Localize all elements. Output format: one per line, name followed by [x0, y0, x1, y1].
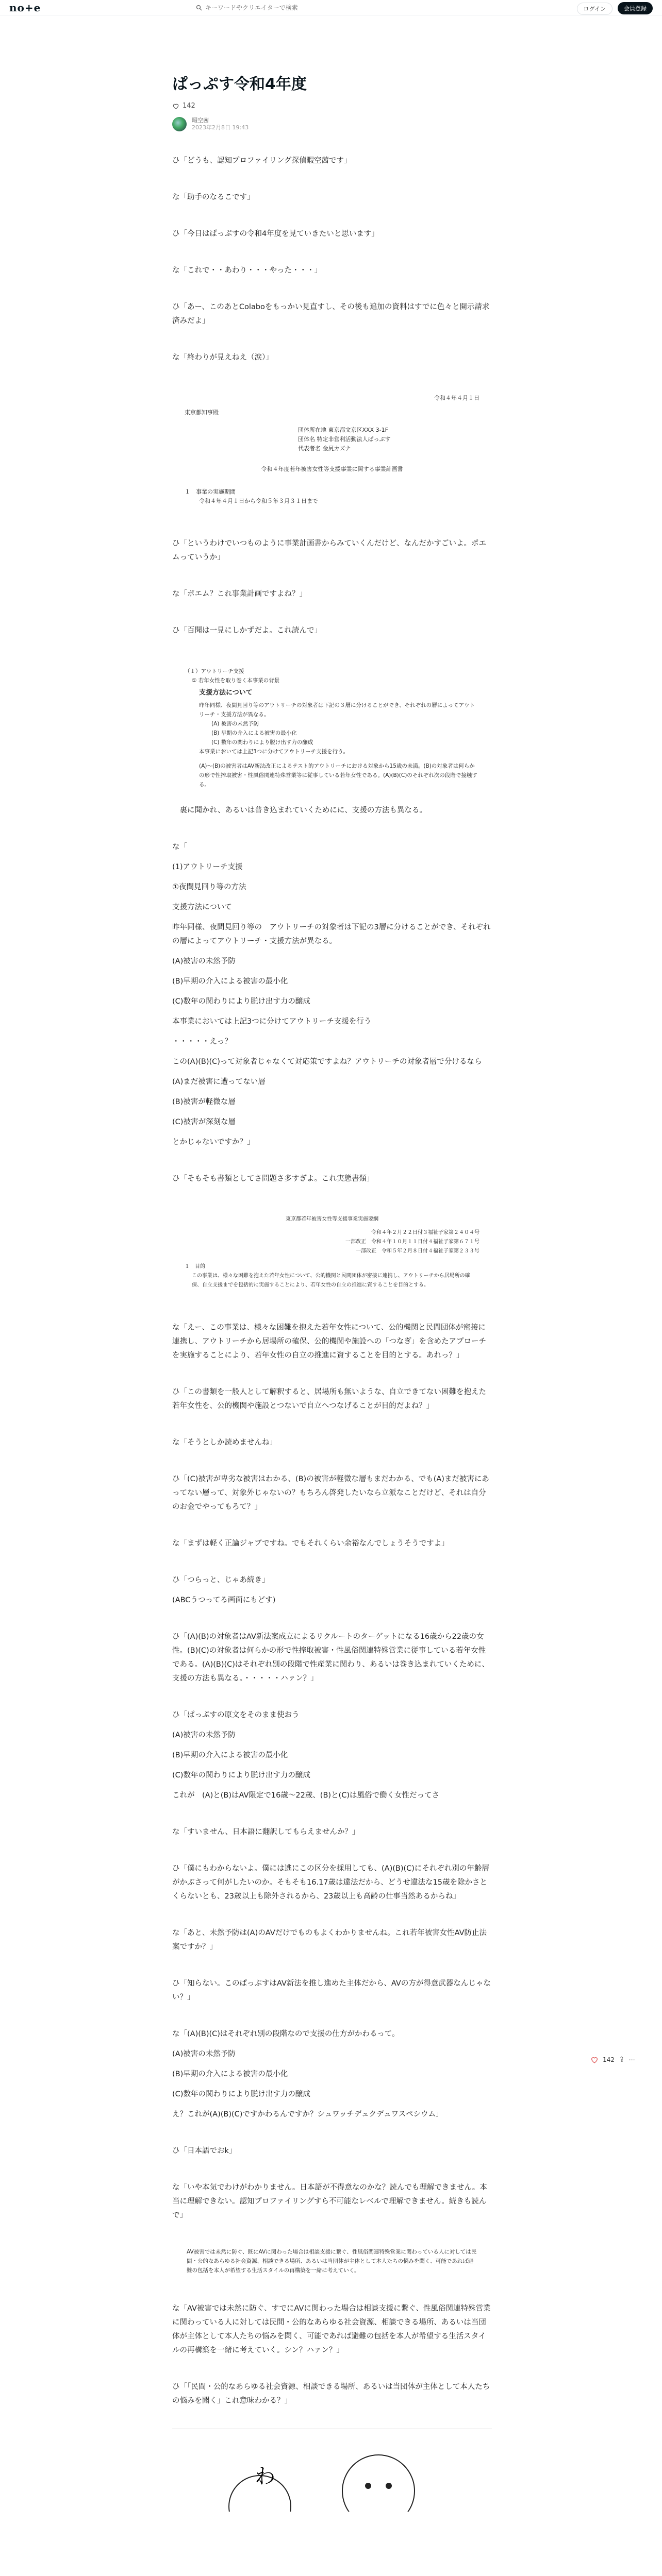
doc-date: 令和４年４月１日 — [434, 395, 479, 401]
article — [172, 31, 492, 2511]
doc-item1-body: 令和４年４月１日から令和５年３月３１日まで — [199, 498, 318, 504]
side-actions — [590, 2056, 636, 2064]
doc3-title: 東京都若年被害女性等支援事業実施要綱 — [286, 1216, 378, 1222]
doc2-head2: ① 若年女性を取り巻く本事業の背景 — [192, 677, 280, 684]
paragraph-group-5 — [172, 2302, 492, 2408]
search-input[interactable] — [205, 4, 453, 11]
search-icon — [196, 5, 202, 11]
doc-org-name: 団体名 特定非営利活動法人ぱっぷす — [298, 436, 391, 443]
paragraph: な「 — [172, 843, 187, 851]
paragraph: (A)被害の未然予防 — [172, 1731, 236, 1739]
paragraph: ひ「(C)被害が卑劣な被害はわかる、(B)の被害が軽微な層もまだわかる、でも(A)まだ被害にあってない層って、対象外じゃないの？もちろん啓発したいなら立派なことだけど、それは自分のお金でやってもろて？」 — [172, 1475, 489, 1511]
paragraph: な「いや本気でわけがわかりません。日本語が不得意なのかな？読んでも理解できません。本当に理解できない。認知プロファイリングすら不可能なレベルで理解できません。続きも読んで」 — [172, 2183, 487, 2219]
doc-rep: 代表者名 金尻カズナ — [298, 445, 351, 452]
paragraph: ひ「日本語でおk」 — [172, 2147, 237, 2155]
doc3-r3: 一部改正 令和５年２月８日付４福祉子家第２３３号 — [356, 1248, 479, 1254]
paragraph: これが (A)と(B)はAV限定で16歳〜22歳、(B)と(C)は風俗で働く女性だってさ — [172, 1791, 440, 1800]
doc2-l3: (B) 早期の介入による被害の最小化 — [211, 730, 297, 736]
heart-icon[interactable] — [590, 2056, 599, 2064]
paragraph: な「(A)(B)(C)はそれぞれ別の段階なので支援の仕方がかわるって。 — [172, 2030, 400, 2038]
author-block[interactable] — [172, 117, 492, 131]
paragraph: (A)まだ被害に遭ってない層 — [172, 1078, 266, 1086]
document-image-quote — [172, 2243, 492, 2279]
doc3-num: １ 目的 — [185, 1264, 205, 1269]
paragraph: な「すいません、日本語に翻訳してもらえませんか？」 — [172, 1828, 360, 1836]
paragraph: ひ「(A)(B)の対象者はAV新法案成立によるリクルートのターゲットになる16歳から22歳の女性。(B)(C)の対象者は何らかの形で性搾取被害・性風俗関連特殊営業に従事している若年女性である。(A)(B)(C)はそれぞれ別の段階で性産業に関わり、あるいは巻き込まれていくために、支援の方法も異なる。・・・・・ハァン？」 — [172, 1633, 489, 1683]
paragraph: (C)数年の関わりにより脱け出す力の醸成 — [172, 2090, 310, 2098]
paragraph: (B)早期の介入による被害の最小化 — [172, 977, 288, 986]
paragraph: な「まずは軽く正論ジャブですね。でもそれくらい余裕なんでしょうそうですよ」 — [172, 1539, 449, 1548]
paragraph: な「そうとしか読めませんね」 — [172, 1438, 277, 1447]
paragraph: ひ「僕にもわからないよ。僕には逃にこの区分を採用しても、(A)(B)(C)にそれぞれ別の年齢層がかぶさって何がしたいのか。そもそも16.17歳は違法だから、どうせ違法な15歳を除かさとくらないとも、23歳以上も除外されるから、23歳以上も高齢の仕事当然あるからね」 — [172, 1865, 489, 1901]
doc3-body: この事業は、様々な困難を抱えた若年女性について、公的機関と民間団体が密接に連携し、アウトリーチから居場所の確保、自立支援までを包括的に実施することにより、若年女性の自立の推進に資することを目的とする。 — [192, 1273, 470, 1288]
paragraph: ひ「つらっと、じゃあ続き」 — [172, 1576, 270, 1584]
paragraph: ひ「ぱっぷすの原文をそのまま使おう — [172, 1711, 300, 1719]
doc3-r1: 令和４年２月２２日付３福祉子家第２４０４号 — [371, 1230, 479, 1235]
paragraph: な「えー、この事業は、様々な困難を抱えた若年女性について、公的機関と民間団体が密接に連携し、アウトリーチから居場所の確保、公的機関や施設への「つなぎ」を含めたアプローチを実施することにより、若年女性の自立の推進に資することを目的とする。あれっ？」 — [172, 1324, 486, 1360]
doc-subject: 令和４年度若年被害女性等支援事業に関する事業計画書 — [261, 466, 403, 472]
doc2-sub: 支援方法について — [199, 689, 253, 697]
login-button[interactable]: ログイン — [577, 3, 613, 15]
paragraph: とかじゃないですか？」 — [172, 1138, 255, 1146]
paragraph: (B)被害が軽微な層 — [172, 1098, 236, 1106]
illust-text: わ — [255, 2465, 275, 2488]
paragraph: な「これで・・あわり・・・やった・・・」 — [172, 266, 322, 275]
avatar[interactable] — [172, 117, 187, 131]
paragraph: ひ「この書類を一般人として解釈すると、居場所も無いような、自立できてない困難を抱えた若年女性を、公的機関や施設とつないで自立へつなげることが目的だよね？」 — [172, 1388, 486, 1410]
document-image-guideline — [172, 1207, 492, 1298]
paragraph: ひ「どうも、認知プロファイリング探偵暇空茜です」 — [172, 157, 352, 165]
paragraph: (C)被害が深刻な層 — [172, 1118, 236, 1126]
paragraph: (B)早期の介入による被害の最小化 — [172, 1751, 288, 1759]
paragraph-group-1 — [172, 154, 492, 365]
doc2-l2: (A) 被害の未然予防 — [211, 721, 259, 727]
paragraph: ひ「「民間・公的なあらゆる社会資源、相談できる場所、あるいは当団体が主体として本人たちの悩みを聞く」これ意味わかる？」 — [172, 2383, 490, 2405]
paragraph: な「終わりが見えねえ（涙）」 — [172, 353, 273, 362]
doc-org: 団体所在地 東京都文京区XXX 3-1F — [298, 427, 388, 433]
illustration — [172, 2429, 492, 2511]
paragraph-group-2 — [172, 537, 492, 638]
author-name[interactable]: 暇空茜 — [192, 117, 209, 124]
more-icon[interactable]: ⋯ — [628, 2056, 636, 2063]
note-logo[interactable]: no+e — [9, 1, 41, 14]
paragraph-group-3 — [172, 804, 492, 1186]
paragraph: (ABCうつってる画面にもどす) — [172, 1596, 276, 1604]
doc2-l5: 本事業においては上記3つに分けてアウトリーチ支援を行う。 — [199, 749, 349, 755]
paragraph: 裏に聞かれ、あるいは普き込まれていくためにに、支援の方法も異なる。 — [172, 806, 427, 815]
paragraph: え？これが(A)(B)(C)ですかわるんですか？シュワッチデュクデュワスペシウム」 — [172, 2110, 443, 2119]
paragraph: ・・・・・えっ？ — [172, 1038, 232, 1046]
share-icon[interactable]: ⇪ — [618, 2056, 625, 2064]
side-like-count: 142 — [603, 2056, 615, 2063]
like-count: 142 — [183, 102, 195, 110]
paragraph: ①夜間見回り等の方法 — [172, 883, 246, 891]
site-header — [0, 0, 662, 15]
doc2-l1: 昨年同様、夜間見回り等のアウトリーチの対象者は下記の３層に分けることができ、それぞれの層によってアウトリーチ・支援方法が異なる。 — [199, 702, 475, 718]
paragraph: 支援方法について — [172, 903, 232, 911]
paragraph: な「あと、未然予防は(A)のAVだけでものもよくわかりませんね。これ若年被害女性AV防止法案ですか？」 — [172, 1929, 487, 1951]
signup-button[interactable]: 会員登録 — [618, 2, 653, 14]
paragraph: (1)アウトリーチ支援 — [172, 863, 243, 871]
paragraph: ひ「今日はぱっぷすの令和4年度を見ていきたいと思います」 — [172, 230, 379, 238]
doc4-body: AV被害では未然に防ぐ、既にAVに関わった場合は相談支援に繋ぐ、性風俗関連特殊営業に関わっている人に対しては民間・公的なあらゆる社会資源、相談できる場所、あるいは当団体が主体として本人たちの悩みを聞く、可能であれば避難の包括を本人が希望する生活スタイルの再構築を一緒に考えていく。 — [187, 2249, 477, 2274]
paragraph: 本事業においては上記3つに分けてアウトリーチ支援を行う — [172, 1018, 372, 1026]
paragraph: な「助手のなるこです」 — [172, 193, 255, 201]
article-title: ぱっぷす令和4年度 — [172, 75, 307, 93]
paragraph: 昨年同様、夜間見回り等の アウトリーチの対象者は下記の3層に分けることができ、それぞれの層によってアウトリーチ・支援方法が異なる。 — [172, 923, 491, 945]
paragraph: ひ「知らない。このぱっぷすはAV新法を推し進めた主体だから、AVの方が得意武器なんじゃない？」 — [172, 1979, 491, 2002]
paragraph: ひ「というわけでいつものように事業計画書からみていくんだけど、なんだかすごいよ。ポエムっていうか」 — [172, 539, 486, 562]
doc2-l6: (A)〜(B)の被害者はAV新法改正によるテスト的アウトリーチにおける対象から15歳の未満。(B)の対象者は何らかの形で性搾取被害・性風俗関連特殊営業等に従事している若年女性である。(A)(B)(C)のそれぞれ次の段階で接触する。 — [199, 763, 477, 788]
doc2-l4: (C) 数年の関わりにより脱け出す力の醸成 — [211, 739, 313, 745]
paragraph: な「AV被害では未然に防ぐ、すでにAVに関わった場合は相談支援に繋ぐ、性風俗関連特殊営業に関わっている人に対しては民間・公的なあらゆる社会資源、相談できる場所、あるいは当団体が主体として本人たちの悩みを聞く、可能であれば避難の包括を本人が希望する生活スタイルの再構築を一緒に考えていく。シン？ハァン？」 — [172, 2304, 491, 2354]
paragraph: (B)早期の介入による被害の最小化 — [172, 2070, 288, 2078]
paragraph: (A)被害の未然予防 — [172, 2050, 236, 2058]
document-image-plan — [172, 385, 492, 514]
doc-addressee: 東京都知事殿 — [185, 409, 219, 416]
paragraph: ひ「そもそも書類としてさ問題さ多すぎよ。これ実態書類」 — [172, 1175, 374, 1183]
heart-icon[interactable] — [172, 103, 179, 110]
paragraph-group-4 — [172, 1321, 492, 2223]
search-bar[interactable] — [196, 3, 464, 13]
paragraph: な「ポエム？これ事業計画ですよね？」 — [172, 590, 307, 598]
doc3-r2: 一部改正 令和４年１０月１１日付４福祉子家第６７１号 — [345, 1239, 479, 1245]
like-row — [172, 102, 492, 110]
post-date: 2023年2月8日 19:43 — [192, 124, 249, 131]
paragraph: ひ「あー、このあとColaboをもっかい見直すし、その後も追加の資料はすでに色々と開示請求済みだよ」 — [172, 303, 490, 325]
paragraph: (C)数年の関わりにより脱け出す力の醸成 — [172, 997, 310, 1006]
doc2-head: （１）アウトリーチ支援 — [185, 668, 244, 674]
paragraph: この(A)(B)(C)って対象者じゃなくて対応策ですよね？アウトリーチの対象者層で分けるなら — [172, 1058, 482, 1066]
doc-item1: １ 事業の実施期間 — [185, 488, 236, 495]
paragraph: ひ「百聞は一見にしかずだよ。これ読んで」 — [172, 626, 322, 635]
paragraph: (A)被害の未然予防 — [172, 957, 236, 965]
document-image-outreach — [172, 658, 492, 798]
paragraph: (C)数年の関わりにより脱け出す力の醸成 — [172, 1771, 310, 1780]
